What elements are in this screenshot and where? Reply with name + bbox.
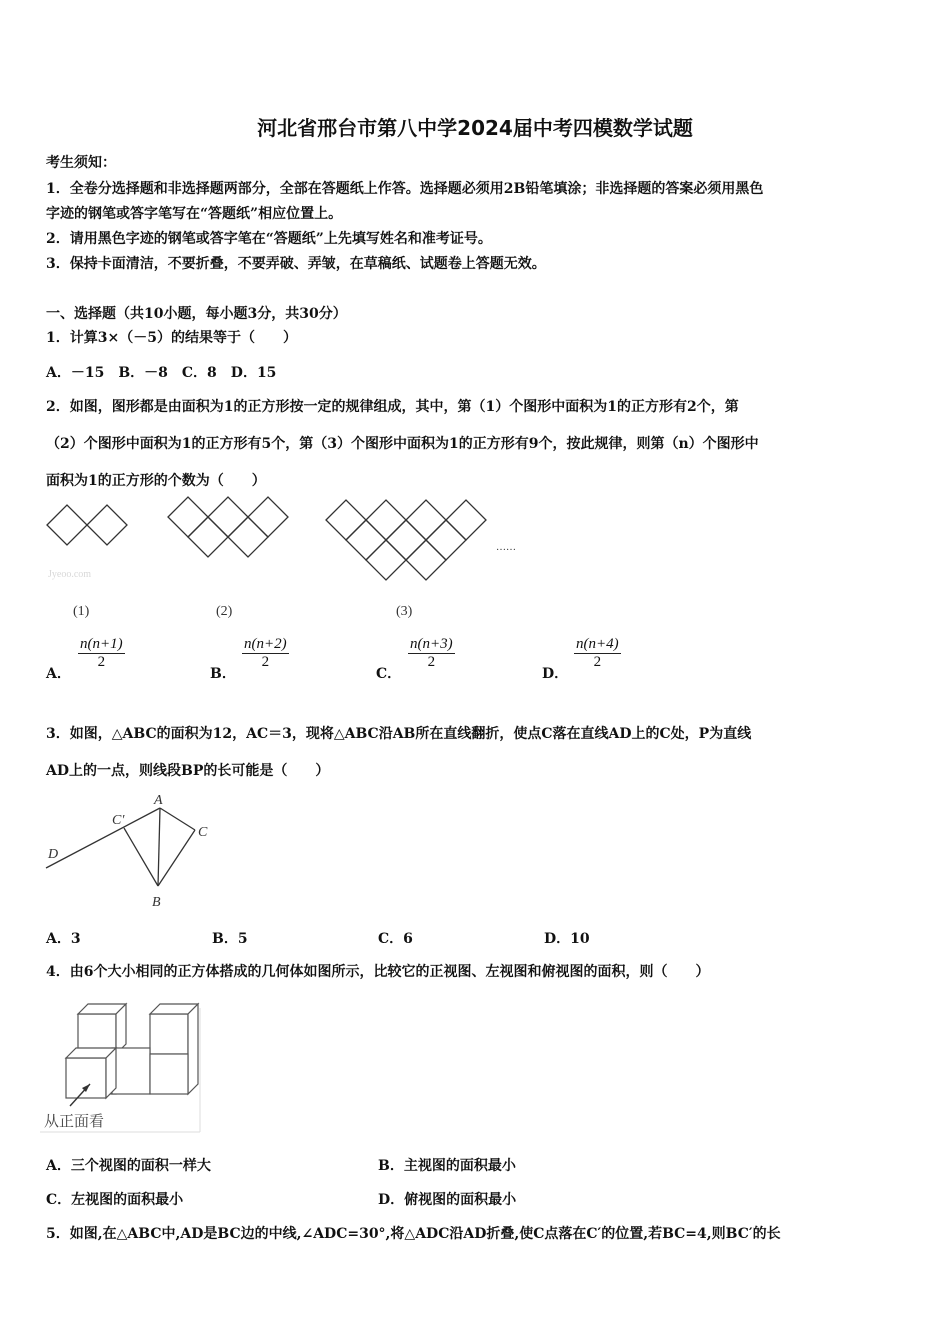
q2-label-2: (2) <box>216 604 233 619</box>
q4-option-a: A．三个视图的面积一样大 <box>46 1158 211 1174</box>
q2-option-d-fraction <box>574 636 621 671</box>
notice-item-1-cont: 字迹的钢笔或答字笔写在“答题纸”相应位置上。 <box>46 206 343 222</box>
section-heading: 一、选择题（共10小题，每小题3分，共30分） <box>46 306 347 322</box>
q2-option-d-den: 2 <box>593 654 602 670</box>
q2-option-c-label: C． <box>376 666 402 682</box>
q3-label-c: C <box>198 825 208 840</box>
q5-stem: 5．如图,在△ABC中,AD是BC边的中线,∠ADC=30°,将△ADC沿AD折叠,使C点落在C′的位置,若BC=4,则BC′的长 <box>46 1226 781 1242</box>
q2-label-3: (3) <box>396 604 413 619</box>
q2-option-d-num: n(n+4) <box>576 636 619 652</box>
q2-option-a-label: A． <box>46 666 71 682</box>
q2-option-b-label: B． <box>210 666 236 682</box>
q2-option-b-fraction <box>242 636 289 671</box>
q2-option-a-fraction <box>78 636 125 671</box>
notice-item-2: 2．请用黑色字迹的钢笔或答字笔在“答题纸”上先填写姓名和准考证号。 <box>46 231 492 247</box>
q3-label-b: B <box>152 895 161 910</box>
q2-line-3: 面积为1的正方形的个数为（ ） <box>46 473 266 489</box>
q3-label-c-prime: C′ <box>112 813 125 828</box>
q3-option-c: C．6 <box>378 931 413 947</box>
notice-item-3: 3．保持卡面清洁，不要折叠，不要弄破、弄皱，在草稿纸、试题卷上答题无效。 <box>46 256 546 272</box>
q1-stem: 1．计算3×（－5）的结果等于（ ） <box>46 330 297 346</box>
q2-option-d-label: D． <box>542 666 569 682</box>
q4-option-c: C．左视图的面积最小 <box>46 1192 184 1208</box>
q2-option-c-den: 2 <box>427 654 436 670</box>
q2-option-a-num: n(n+1) <box>80 636 123 652</box>
q2-option-c-num: n(n+3) <box>410 636 453 652</box>
q4-option-d: D．俯视图的面积最小 <box>378 1192 517 1208</box>
page-title: 河北省邢台市第八中学2024届中考四模数学试题 <box>257 116 693 140</box>
q2-option-b-num: n(n+2) <box>244 636 287 652</box>
q2-option-c-fraction <box>408 636 455 671</box>
q3-option-a: A．3 <box>46 931 81 947</box>
q2-ellipsis: …… <box>496 542 516 553</box>
q2-option-b-den: 2 <box>261 654 270 670</box>
q3-line-1: 3．如图，△ABC的面积为12，AC＝3，现将△ABC沿AB所在直线翻折，使点C落在直线AD上的C处，P为直线 <box>46 726 752 742</box>
q2-label-1: (1) <box>73 604 90 619</box>
q4-cube-figure <box>40 998 208 1138</box>
q3-label-a: A <box>154 793 163 808</box>
q3-option-d: D．10 <box>544 931 590 947</box>
notice-item-1: 1．全卷分选择题和非选择题两部分，全部在答题纸上作答。选择题必须用2B铅笔填涂；非选择题的答案必须用黑色 <box>46 181 764 197</box>
q3-label-d: D <box>48 847 59 862</box>
q1-options: A．－15 B．－8 C．8 D．15 <box>46 365 277 381</box>
q4-stem: 4．由6个大小相同的正方体搭成的几何体如图所示，比较它的正视图、左视图和俯视图的面积，则（ ） <box>46 964 710 980</box>
q2-diamond-figure <box>40 495 560 625</box>
q4-option-b: B．主视图的面积最小 <box>378 1158 516 1174</box>
q3-option-b: B．5 <box>212 931 248 947</box>
q3-line-2: AD上的一点，则线段BP的长可能是（ ） <box>46 763 330 779</box>
q2-line-1: 2．如图，图形都是由面积为1的正方形按一定的规律组成，其中，第（1）个图形中面积为1的正方形有2个，第 <box>46 399 739 415</box>
watermark: Jyeoo.com <box>48 569 92 580</box>
q3-triangle-figure <box>40 790 225 915</box>
q2-line-2: （2）个图形中面积为1的正方形有5个，第（3）个图形中面积为1的正方形有9个，按此规律，则第（n）个图形中 <box>46 436 759 452</box>
q2-option-a-den: 2 <box>97 654 106 670</box>
q4-caption: 从正面看 <box>44 1114 105 1130</box>
notice-heading: 考生须知： <box>46 155 116 171</box>
